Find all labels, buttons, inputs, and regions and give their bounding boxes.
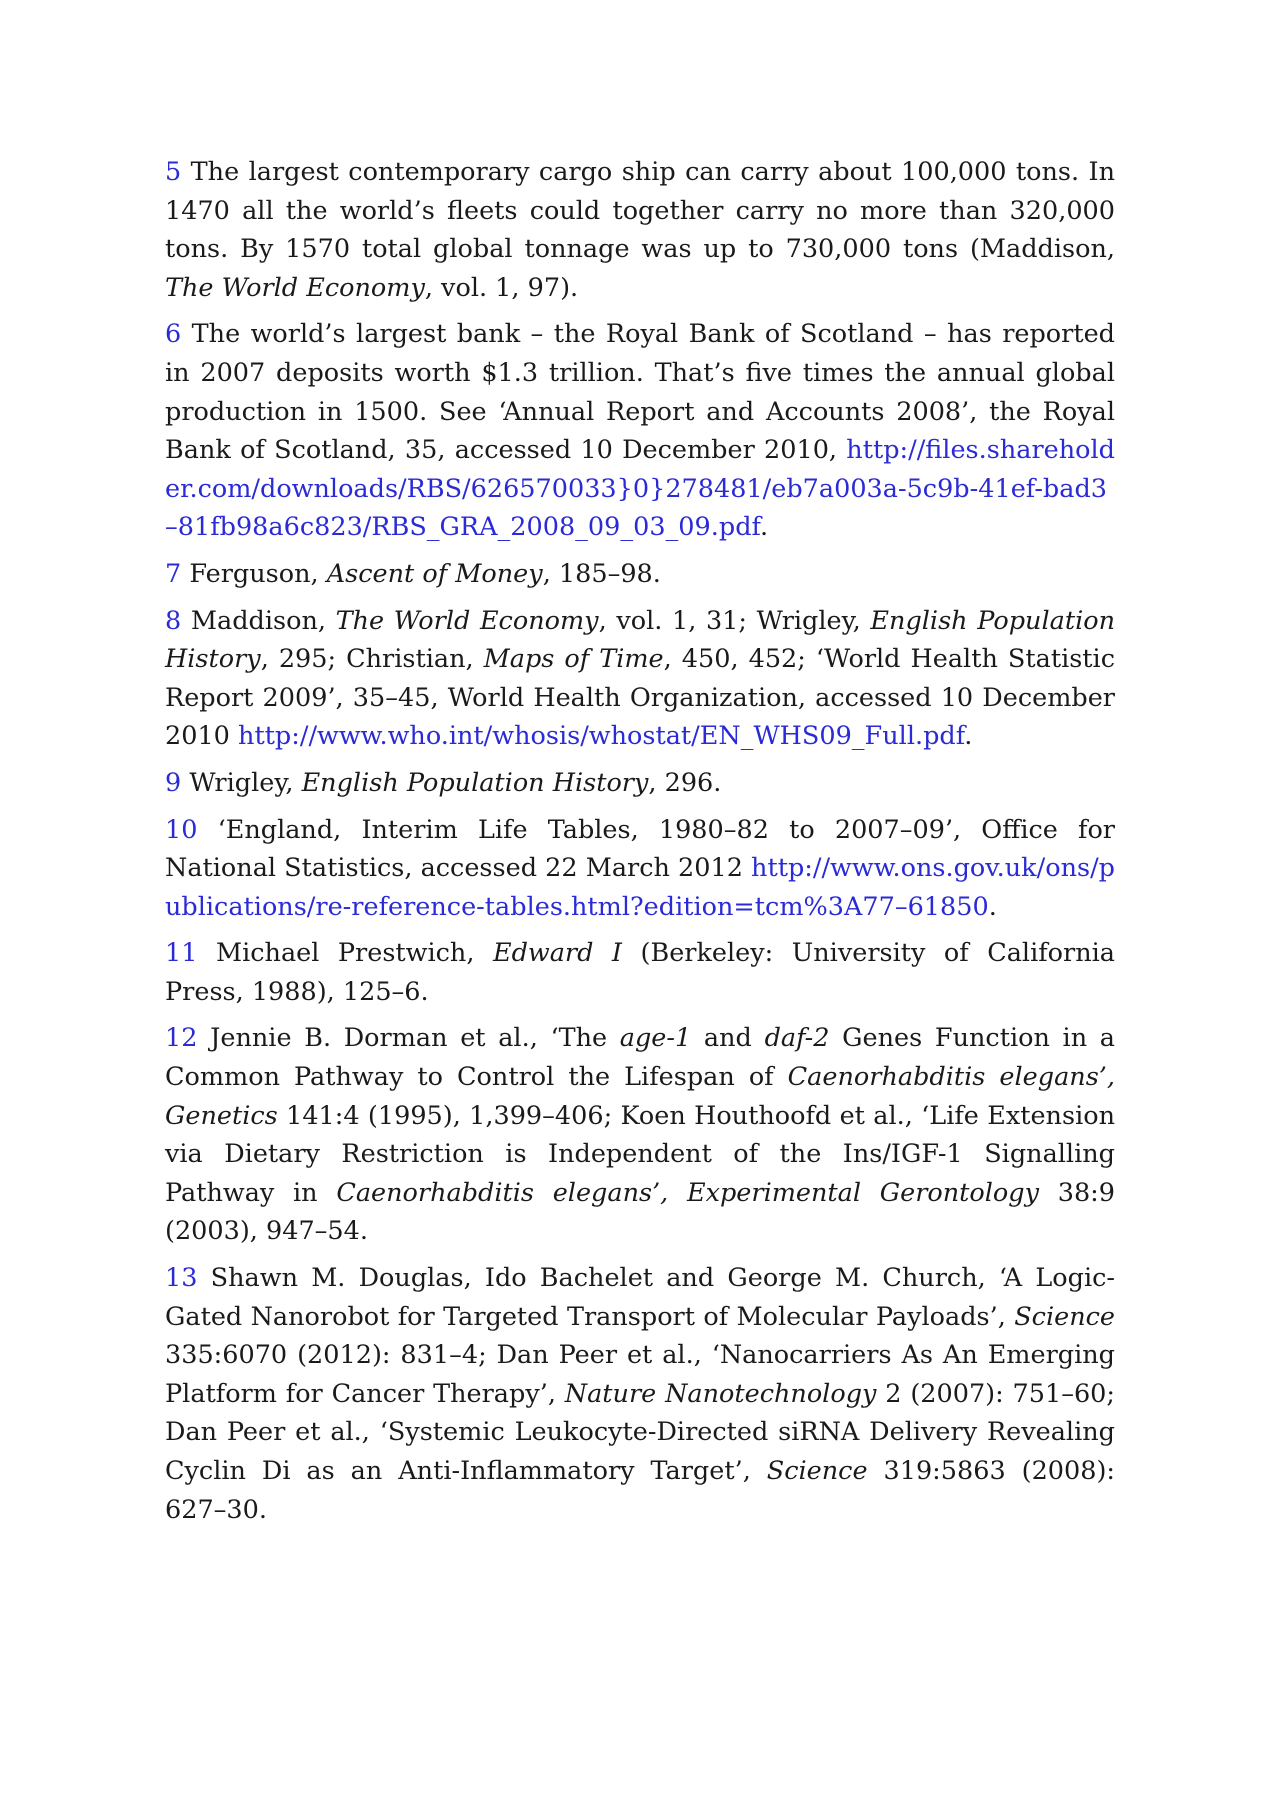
citation-text: , 450, 452; ‘World Health Statistic Report 2009’, 35–45, World Health Organization, accessed 10 December 2010 — [165, 644, 1115, 752]
citation-text: , 296. — [648, 767, 722, 798]
citation-title: Caenorhabditis elegans’, Genetics — [165, 1062, 1115, 1131]
citation-title: The World Economy — [165, 272, 425, 303]
citation-title: Science — [766, 1456, 868, 1486]
citation-text: , vol. 1, 31; Wrigley, — [598, 605, 871, 636]
citation-text: 38:9 (2003), 947–54. — [165, 1177, 1115, 1247]
endnote-number[interactable]: 13 — [165, 1263, 198, 1294]
citation-text: . — [964, 721, 973, 752]
endnote-5 — [165, 153, 1115, 307]
citation-text: 335:6070 (2012): 831–4; Dan Peer et al., ‘Nanocarriers As An Emerging Platform for Cancer Therapy’, — [165, 1340, 1115, 1409]
citation-text: The largest contemporary cargo ship can carry about 100,000 tons. In 1470 all the world’s fleets could together carry no more than 320,000 tons. By 1570 total global tonnage was up to 730,000 tons (Maddison, — [165, 157, 1116, 265]
endnote-number[interactable]: 5 — [165, 157, 182, 187]
endnote-12 — [165, 1019, 1115, 1251]
citation-text: (Berkeley: University of California Press, 1988), 125–6. — [165, 938, 1115, 1007]
citation-text: Genes Function in a Common Pathway to Control the Lifespan of — [165, 1023, 1116, 1093]
endnote-8 — [165, 602, 1115, 756]
citation-title: Maps of Time — [483, 644, 664, 675]
endnote-11 — [165, 934, 1115, 1011]
reference-link[interactable]: http://files.shareholder.com/downloads/RBS/626570033}0}278481/eb7a003a-5c9b-41ef-bad3–81fb98a6c823/RBS_GRA_2008_09_03_09.pdf — [165, 435, 1115, 543]
endnote-7 — [165, 555, 1115, 594]
endnote-number[interactable]: 11 — [165, 938, 198, 969]
reference-link[interactable]: http://www.ons.gov.uk/ons/publications/re-reference-tables.html?edition=tcm%3A77–61850 — [165, 853, 1115, 922]
citation-title: daf-2 — [764, 1023, 830, 1054]
endnote-13 — [165, 1259, 1115, 1529]
citation-text: Wrigley, — [189, 767, 302, 798]
citation-title: Nature Nanotechnology — [564, 1378, 877, 1409]
citation-text: and — [691, 1023, 765, 1054]
citation-title: Ascent of Money — [326, 558, 543, 589]
citation-text: ‘England, Interim Life Tables, 1980–82 to 2007–09’, Office for National Statistics, accessed 22 March 2012 — [165, 814, 1115, 884]
citation-title: Caenorhabditis elegans’, Experimental Gerontology — [336, 1177, 1040, 1208]
reference-link[interactable]: http://www.who.int/whosis/whostat/EN_WHS09_Full.pdf — [238, 721, 965, 752]
citation-title: age-1 — [619, 1023, 692, 1054]
citation-text: 319:5863 (2008): 627–30. — [165, 1456, 1115, 1525]
citation-text: , 185–98. — [542, 558, 661, 589]
endnote-9 — [165, 764, 1115, 803]
citation-text: Ferguson, — [189, 558, 327, 589]
citation-text: . — [988, 891, 997, 922]
citation-title: The World Economy — [335, 605, 599, 636]
endnote-number[interactable]: 10 — [165, 814, 198, 845]
citation-text: , 295; Christian, — [260, 644, 484, 675]
citation-title: Science — [1014, 1301, 1115, 1332]
endnote-number[interactable]: 8 — [165, 605, 182, 636]
citation-text: Maddison, — [190, 605, 336, 636]
endnote-number[interactable]: 7 — [165, 558, 182, 589]
citation-title: Edward I — [492, 938, 623, 969]
citation-text: Shawn M. Douglas, Ido Bachelet and George M. Church, ‘A Logic-Gated Nanorobot for Targeted Transport of Molecular Payloads’, — [165, 1263, 1116, 1332]
citation-text: Michael Prestwich, — [215, 938, 493, 969]
endnote-number[interactable]: 6 — [165, 319, 182, 350]
endnote-10 — [165, 811, 1115, 927]
citation-text: 141:4 (1995), 1,399–406; Koen Houthoofd et al., ‘Life Extension via Dietary Restriction is Independent of the Ins/IGF-1 Signalling Pathway in — [165, 1100, 1115, 1208]
citation-title: English Population History — [301, 767, 649, 798]
citation-title: English Population History — [165, 605, 1115, 675]
citation-text: , vol. 1, 97). — [424, 272, 579, 303]
citation-text: 2 (2007): 751–60; Dan Peer et al., ‘Systemic Leukocyte-Directed siRNA Delivery Revealing Cyclin Di as an Anti-Inflammatory Target’, — [165, 1378, 1115, 1486]
endnotes-page — [165, 153, 1115, 1537]
endnote-6 — [165, 315, 1115, 547]
citation-text: Jennie B. Dorman et al., ‘The — [210, 1023, 620, 1054]
endnote-number[interactable]: 12 — [165, 1023, 198, 1054]
endnote-number[interactable]: 9 — [165, 767, 182, 798]
citation-text: . — [760, 512, 769, 543]
citation-text: The world’s largest bank – the Royal Bank of Scotland – has reported in 2007 deposits worth $1.3 trillion. That’s five times the annual global production in 1500. See ‘Annual Report and Accounts 2008’, the Royal Bank of Scotland, 35, accessed 10 December 2010, — [165, 319, 1116, 466]
